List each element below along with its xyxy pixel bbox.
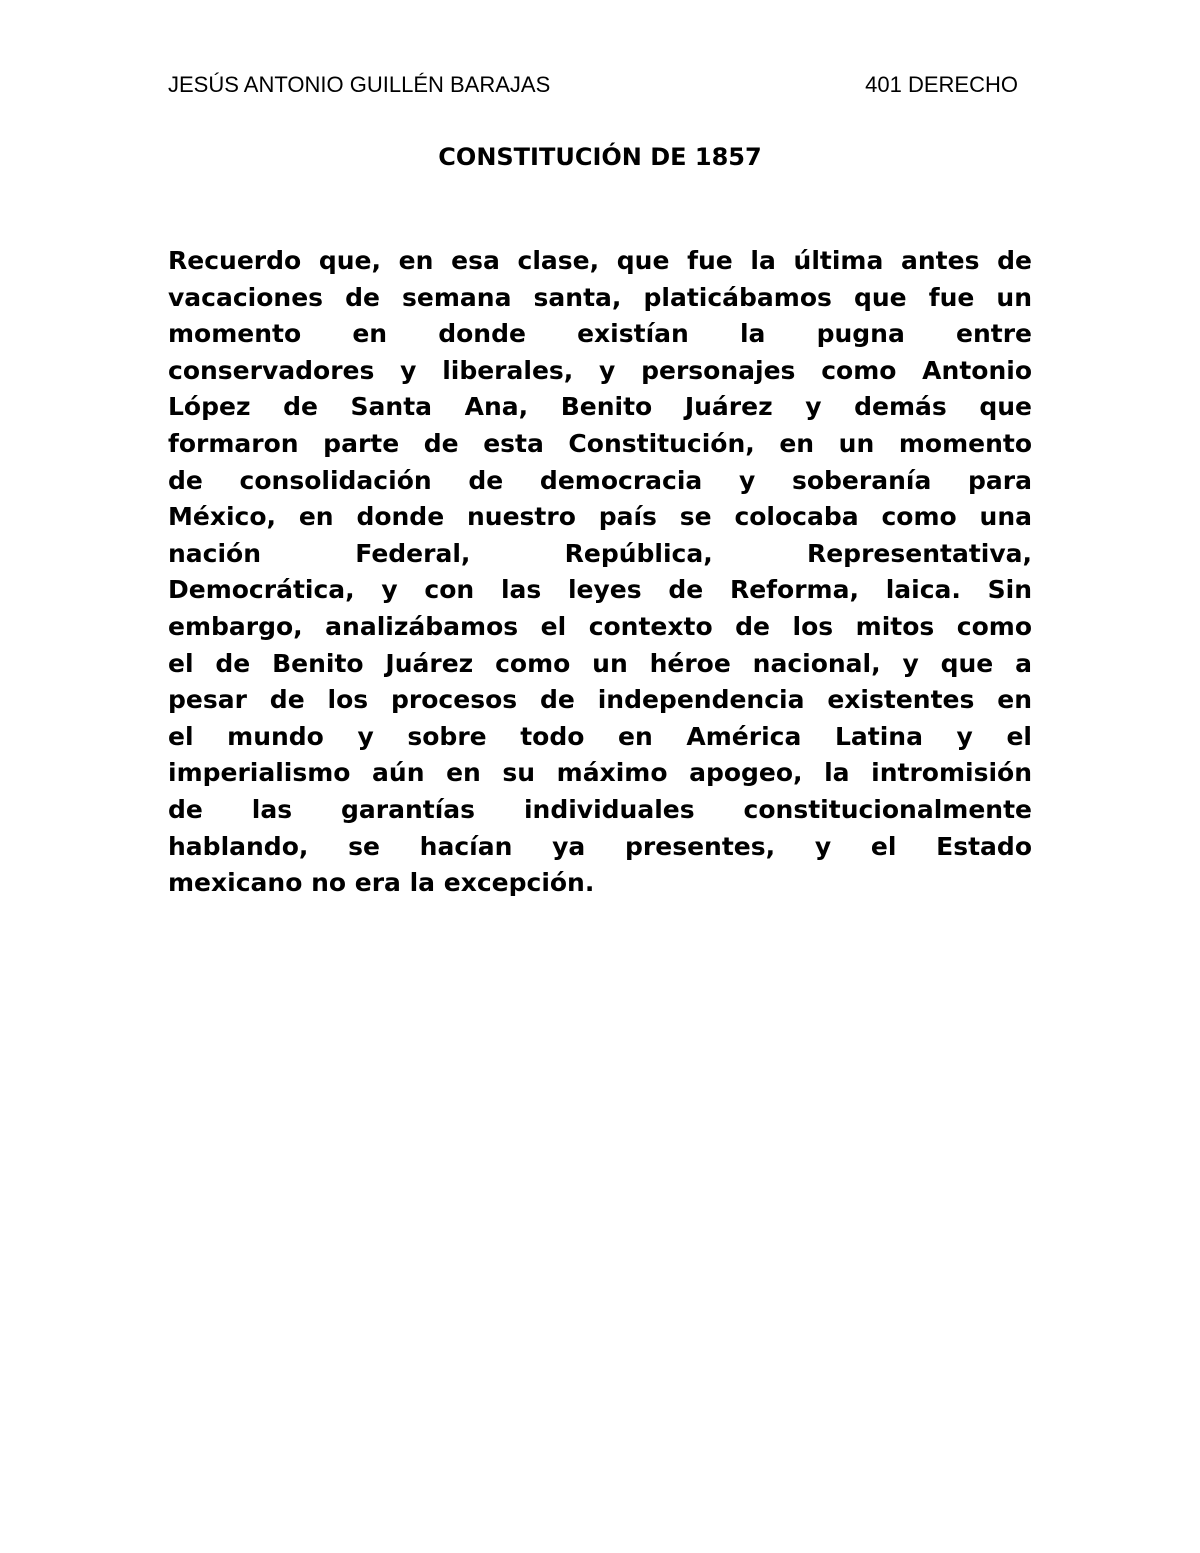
paragraph-line: de las garantías individuales constitucionalmente xyxy=(168,794,1032,824)
paragraph-line: nación Federal, República, Representativa, xyxy=(168,538,1032,568)
author-name: JESÚS ANTONIO GUILLÉN BARAJAS xyxy=(168,72,551,97)
paragraph-line: el de Benito Juárez como un héroe nacional, y que a xyxy=(168,648,1032,678)
paragraph-line: de consolidación de democracia y soberanía para xyxy=(168,465,1032,495)
paragraph-line: imperialismo aún en su máximo apogeo, la intromisión xyxy=(168,758,1032,788)
paragraph-line: vacaciones de semana santa, platicábamos que fue un xyxy=(168,282,1032,312)
paragraph-line: pesar de los procesos de independencia existentes en xyxy=(168,685,1032,715)
paragraph-line: mexicano no era la excepción. xyxy=(168,868,595,898)
paragraph-line: Recuerdo que, en esa clase, que fue la última antes de xyxy=(168,246,1032,275)
paragraph-line: el mundo y sobre todo en América Latina y el xyxy=(168,721,1032,751)
paragraph-line: hablando, se hacían ya presentes, y el Estado xyxy=(168,831,1032,861)
paragraph-line: López de Santa Ana, Benito Juárez y demás que xyxy=(168,392,1032,422)
paragraph-line: conservadores y liberales, y personajes como Antonio xyxy=(168,355,1032,385)
group-label: 401 DERECHO xyxy=(865,72,1018,97)
document-title: CONSTITUCIÓN DE 1857 xyxy=(438,143,762,171)
paragraph-line: Democrática, y con las leyes de Reforma, laica. Sin xyxy=(168,575,1032,605)
paragraph-line: momento en donde existían la pugna entre xyxy=(168,319,1032,349)
paragraph-line: embargo, analizábamos el contexto de los mitos como xyxy=(168,611,1032,641)
page-header xyxy=(168,68,1018,102)
body-paragraph xyxy=(168,243,1032,902)
paragraph-line: México, en donde nuestro país se colocaba como una xyxy=(168,502,1032,532)
paragraph-line: formaron parte de esta Constitución, en un momento xyxy=(168,428,1032,458)
